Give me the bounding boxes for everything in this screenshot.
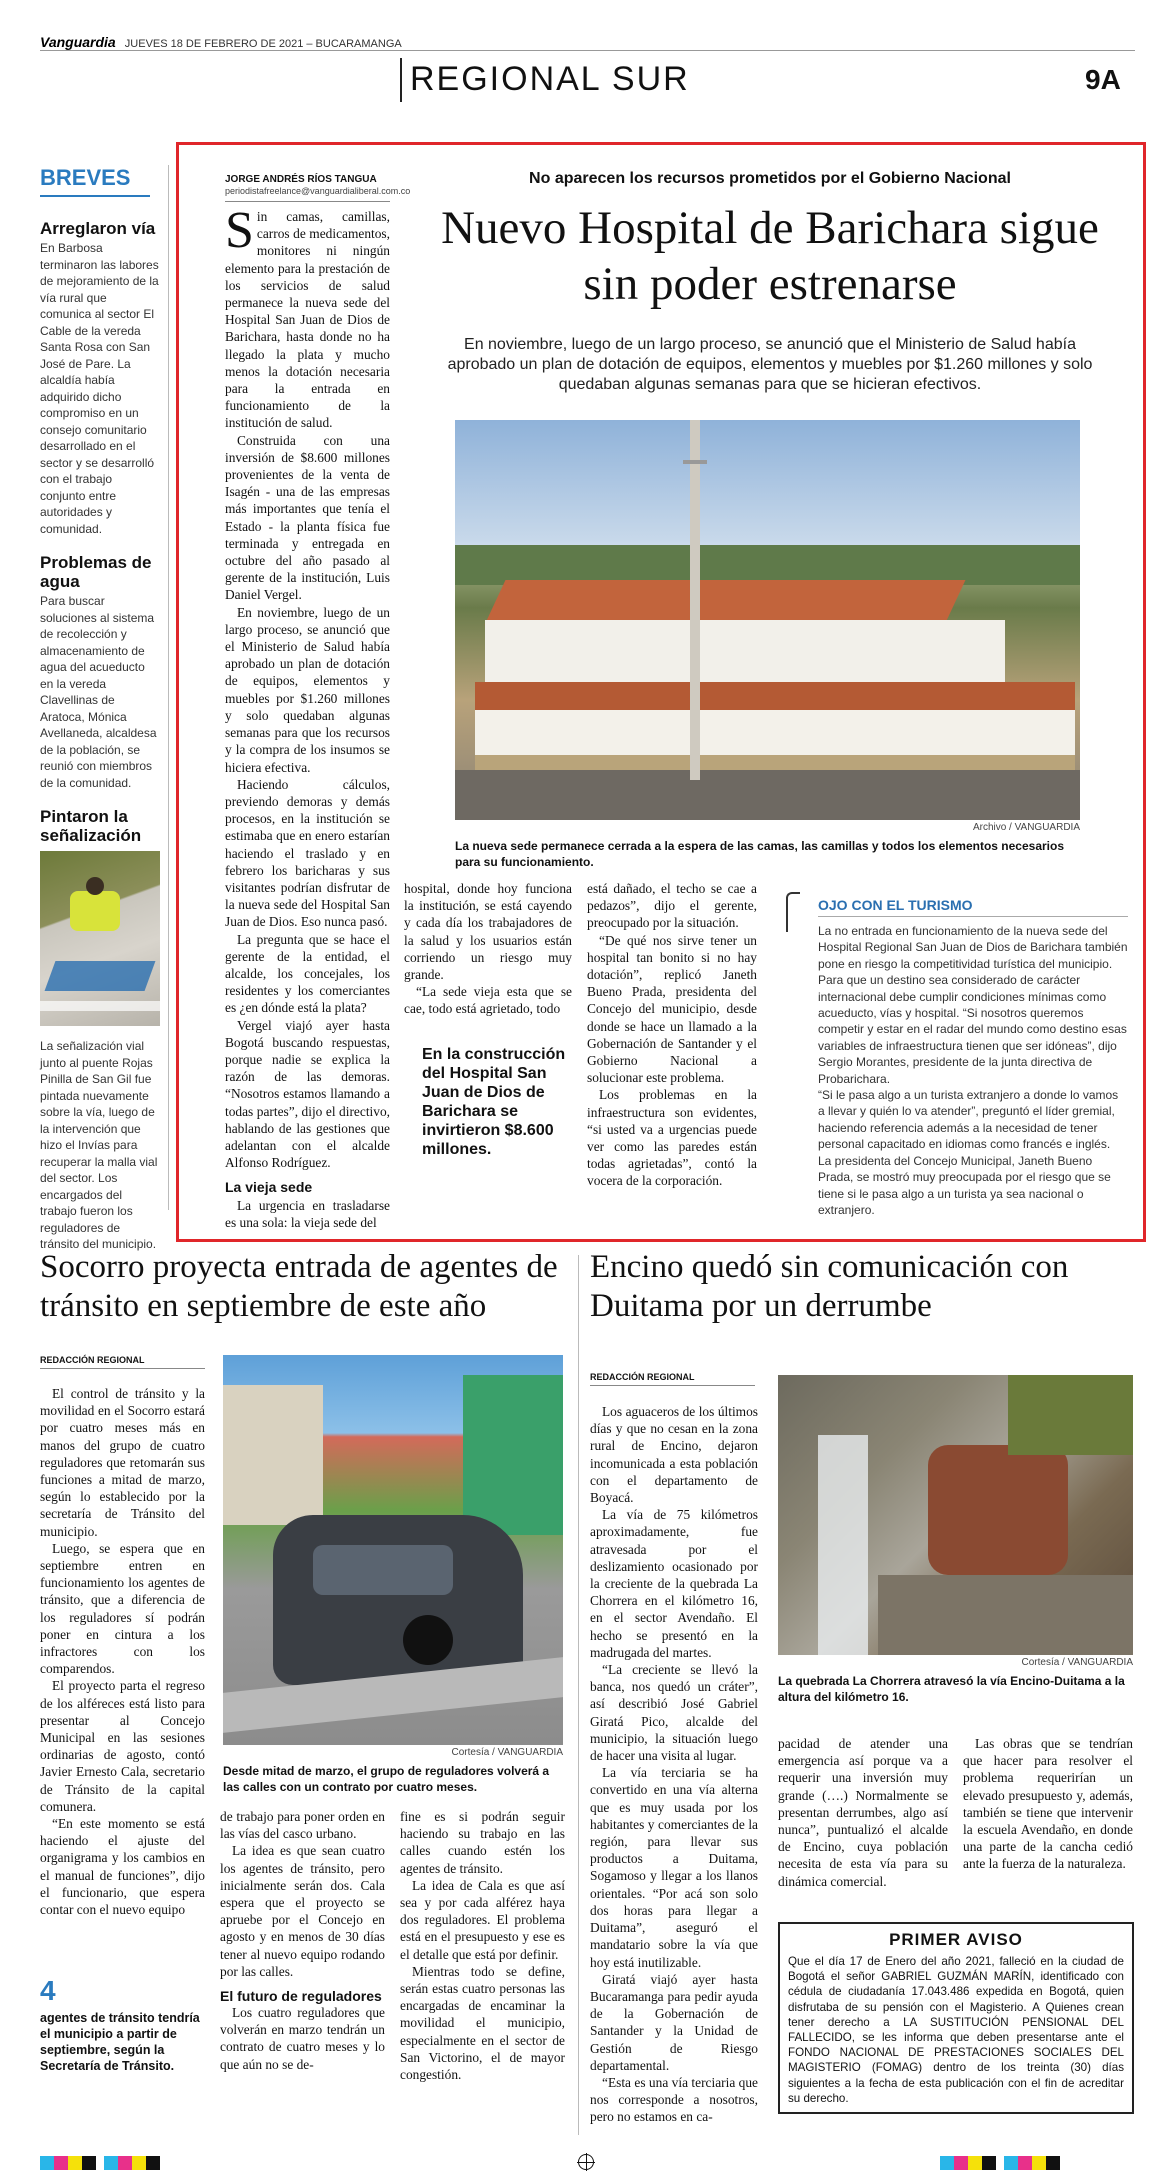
article-paragraph: de trabajo para poner orden en las vías del casco urbano. bbox=[220, 1809, 385, 1842]
breve-text-1: En Barbosa terminaron las labores de mejoramiento de la vía rural que comunica al sector El Cable de la vereda Santa Rosa con San José de Pare. La alcaldía había adquirido dicho compromiso en un consejo comunitario desarrollado en el sector y se desarrolló con el trabajo conjunto entre autoridades y comunidad. bbox=[40, 241, 159, 536]
encino-photo-credit: Cortesía / VANGUARDIA bbox=[1021, 1657, 1133, 1668]
socorro-photo-credit: Cortesía / VANGUARDIA bbox=[451, 1747, 563, 1758]
sidebar-paragraph: “Si le pasa algo a un turista extranjero a donde lo vamos a llevar y quién lo va atender”, preguntó el líder gremial, haciendo referencia además a la necesidad de tener personal capacitado en idiomas como francés e inglés. bbox=[818, 1088, 1119, 1152]
socorro-headline: Socorro proyecta entrada de agentes de tránsito en septiembre de este año bbox=[40, 1249, 558, 1324]
breve-title-2: Problemas de agua bbox=[40, 553, 152, 591]
article-paragraph: “La sede vieja esta que se cae, todo está agrietado, todo bbox=[404, 984, 572, 1017]
encino-col-3 bbox=[963, 1735, 1133, 1873]
socorro-byline-rule bbox=[40, 1368, 205, 1369]
article-paragraph: Mientras todo se define, serán estas cuatro personas las encargadas de encaminar la movilidad el municipio, especialmente en el sector de San Victorino, el de mayor congestión. bbox=[400, 1963, 565, 2083]
hospital-photo bbox=[455, 420, 1080, 820]
article-paragraph: “La creciente se llevó la banca, nos quedó un cráter”, así describió José Gabriel Giratá Pico, alcalde del municipio, la situación luego de hacer una visita al lugar. bbox=[590, 1662, 758, 1764]
page-number: 9A bbox=[1085, 64, 1121, 95]
registration-target-icon bbox=[578, 2154, 594, 2170]
article-paragraph: Luego, se espera que en septiembre entren en funcionamiento los agentes de tránsito, que a diferencia de los reguladores sí podrán poner en cintura a los infractores con los comparendos. bbox=[40, 1540, 205, 1677]
socorro-photo-caption: Desde mitad de marzo, el grupo de reguladores volverá a las calles con un contrato por cuatro meses. bbox=[223, 1764, 550, 1794]
bottom-vline bbox=[578, 1255, 579, 2135]
article-paragraph: Haciendo cálculos, previendo demoras y demás procesos, en la institución se estimaba que en enero estarían haciendo el traslado y en febrero los baricharas y sus visitantes podrían disfrutar de la nueva sede del Hospital San Juan de Dios. Eso nunca pasó. bbox=[225, 776, 390, 930]
breve-text-2: Para buscar soluciones al sistema de recolección y almacenamiento de agua del acueducto en la vereda Clavellinas de Aratoca, Mónica Avellaneda, alcaldesa de la población, se reunió con miembros de la comunidad. bbox=[40, 594, 157, 790]
notice-box bbox=[778, 1922, 1134, 2114]
article-paragraph: La pregunta que se hace el gerente de la entidad, el alcalde, los concejales, los residentes y los comerciantes es ¿en dónde está la plata? bbox=[225, 931, 390, 1016]
article-col-3 bbox=[587, 880, 757, 1190]
hospital-photo-caption: La nueva sede permanece cerrada a la espera de las camas, las camillas y todos los elementos necesarios para su funcionamiento. bbox=[455, 839, 1064, 869]
breve-photo-road-paint bbox=[40, 851, 160, 1026]
breves-vline bbox=[168, 165, 169, 1210]
article-paragraph: Las obras que se tendrían que hacer para resolver el problema requerirían un elevado presupuesto y, además, también se tiene que intervenir la escuela Avendaño, en donde una parte de la cancha cedió ante la fuerza de la naturaleza. bbox=[963, 1736, 1133, 1872]
article-paragraph: Construida con una inversión de $8.600 millones provenientes de la venta de Isagén - una de las empresas más importantes que tenía el Estado - la planta física fue terminada y entregada en octubre del año pasado al gerente de la institución, Luis Daniel Vergel. bbox=[225, 432, 390, 603]
article-paragraph: El proyecto parta el regreso de los alféreces está listo para presentar al Concejo Municipal en las sesiones ordinarias de agosto, contó Javier Ernesto Cala, secretario de Tránsito de la capital comunera. bbox=[40, 1678, 205, 1814]
encino-byline-rule bbox=[590, 1385, 755, 1386]
headline: Nuevo Hospital de Barichara sigue sin poder estrenarse bbox=[441, 202, 1099, 310]
dateline: JUEVES 18 DE FEBRERO DE 2021 – BUCARAMANGA bbox=[124, 38, 402, 50]
dateline-bar bbox=[40, 34, 1135, 48]
socorro-byline: REDACCIÓN REGIONAL bbox=[40, 1355, 145, 1365]
article-paragraph: pacidad de atender una emergencia así porque va a requerir una inversión muy grande (….) Normalmente se presentan derrumbes, algo así nunca”, puntualizó el alcalde de Encino, cuya población necesita de esta vía para su dinámica comercial. bbox=[778, 1736, 948, 1889]
article-col-2 bbox=[404, 880, 572, 1018]
encino-col-1 bbox=[590, 1403, 758, 2126]
article-paragraph: La urgencia en trasladarse es una sola: la vieja sede del bbox=[225, 1197, 390, 1230]
sidebar-bracket bbox=[786, 892, 800, 932]
encino-byline: REDACCIÓN REGIONAL bbox=[590, 1372, 695, 1382]
article-paragraph: Giratá viajó ayer hasta Bucaramanga para pedir ayuda de la Gobernación de Santander y la Unidad de Gestión de Riesgo departamental. bbox=[590, 1971, 758, 2073]
print-registration-marks-left bbox=[40, 2155, 160, 2174]
encino-photo-caption: La quebrada La Chorrera atravesó la vía Encino-Duitama a la altura del kilómetro 16. bbox=[778, 1674, 1125, 1704]
article-paragraph: En noviembre, luego de un largo proceso, se anunció que el Ministerio de Salud había aprobado un plan de dotación de equipos, elementos y muebles por $1.260 millones y solo quedaban algunas semanas para que los recursos y la compra de los insumos se hiciera efectiva. bbox=[225, 604, 390, 775]
breves-column bbox=[40, 165, 160, 1253]
socorro-subhead: El futuro de reguladores bbox=[220, 1988, 382, 2005]
byline-email: periodistafreelance@vanguardialiberal.com.co bbox=[225, 186, 411, 196]
section-title: REGIONAL SUR bbox=[410, 60, 690, 98]
hospital-photo-credit: Archivo / VANGUARDIA bbox=[972, 822, 1080, 833]
sidebar-text bbox=[818, 923, 1128, 1218]
socorro-col-3 bbox=[400, 1808, 565, 2083]
article-paragraph: Los problemas en la infraestructura son evidentes, “si usted va a urgencias puede ver como las paredes están todas agrietadas”, contó la vocera de la corporación. bbox=[587, 1087, 757, 1189]
encino-photo bbox=[778, 1375, 1133, 1655]
notice-text: Que el día 17 de Enero del año 2021, falleció en la ciudad de Bogotá el señor GABRIEL GUZMÁN MARÍN, identificado con cédula de ciudadanía 17.043.486 expedida en Bogotá, quien disfrutaba de su pensión con el Magisterio. A Quienes crean tener derecho a LA SUSTITUCIÓN PENSIONAL DEL FALLECIDO, se les informa que deben presentarse ante el FONDO NACIONAL DE PRESTACIONES SOCIALES DEL MAGISTERIO (FOMAG) dentro de los treinta (30) días siguientes a la fecha de esta publicación con el fin de acreditar su derecho. bbox=[788, 1955, 1124, 2105]
socorro-stat-number: 4 bbox=[40, 1975, 56, 2006]
brand-name: Vanguardia bbox=[40, 34, 116, 50]
kicker: No aparecen los recursos prometidos por el Gobierno Nacional bbox=[529, 170, 1011, 187]
article-paragraph: hospital, donde hoy funciona la institución, se está cayendo y cada día los trabajadores de la salud y los usuarios están corriendo un riesgo muy grande. bbox=[404, 881, 572, 983]
article-subhead: La vieja sede bbox=[225, 1179, 313, 1196]
breve-text-3: La señalización vial junto al puente Rojas Pinilla de San Gil fue pintada nuevamente sobre la vía, luego de la intervención que hizo el Invías para recuperar la malla vial del sector. Los encargados del trabajo fueron los reguladores de tránsito del municipio. bbox=[40, 1039, 158, 1251]
article-paragraph: “En este momento se está haciendo el ajuste del organigrama y los cambios en el manual de funciones”, dijo el funcionario, que espera contar con el nuevo equipo bbox=[40, 1816, 205, 1918]
article-paragraph: fine es si podrán seguir haciendo su trabajo en las calles cuando estén los agentes de tránsito. bbox=[400, 1809, 565, 1876]
breves-title: BREVES bbox=[40, 165, 131, 190]
sidebar-rule bbox=[818, 916, 1128, 917]
article-paragraph: “Esta es una vía terciaria que nos corresponde a nosotros, pero no estamos en ca- bbox=[590, 2074, 758, 2125]
article-paragraph: La vía terciaria se ha convertido en una vía alterna que es muy usada por los habitantes y comerciantes de la región, para llevar sus productos a Duitama, Sogamoso y llegar a los llanos orientales. “Por acá son solo dos horas para llegar a Duitama”, aseguró el mandatario sobre la vía que hoy está inutilizable. bbox=[590, 1765, 758, 1970]
article-paragraph: está dañado, el techo se cae a pedazos”, dijo el gerente, preocupado por la situación. bbox=[587, 881, 757, 931]
article-paragraph: La idea de Cala es que así sea y por cada alférez haya dos reguladores. El problema está en el presupuesto y ese es el detalle que está por definir. bbox=[400, 1877, 565, 1962]
dropcap: S bbox=[225, 202, 254, 259]
article-paragraph: La idea es que sean cuatro los agentes de tránsito, pero inicialmente serán dos. Cala espera que el proyecto se apruebe por el Concejo en agosto y en menos de 30 días tener al nuevo equipo rodando por las calles. bbox=[220, 1843, 385, 1979]
breves-rule bbox=[40, 195, 150, 197]
socorro-col-2 bbox=[220, 1808, 385, 2073]
article-paragraph: “De qué nos sirve tener un hospital tan bonito si no hay dotación”, replicó Janeth Bueno Prada, presidenta del Concejo del municipio, desde donde se hace un llamado a la Gobernación de Santander y el Gobierno Nacional a solucionar este problema. bbox=[587, 932, 757, 1086]
pullquote: En la construcción del Hospital San Juan de Dios de Barichara se invirtieron $8.600 millones. bbox=[422, 1046, 566, 1158]
article-paragraph: Los aguaceros de los últimos días y que no cesan en la zona rural de Encino, dejaron incomunicada a esta población con el departamento de Boyacá. bbox=[590, 1404, 758, 1506]
article-paragraph: Vergel viajó ayer hasta Bogotá buscando respuestas, porque nadie se explica la razón de las demoras. “Nosotros estamos llamando a todas partes”, dijo el directivo, hablando de las gestiones que adelantan con el alcalde Alfonso Rodríguez. bbox=[225, 1017, 390, 1171]
article-lead: in camas, camillas, carros de medicamentos, monitores ni ningún elemento para la prestación de los servicios de salud permanece la nueva sede del Hospital San Juan de Dios de Barichara, hasta donde no ha llegado la plata y mucho menos la dotación necesaria para la entrada en funcionamiento de la institución de salud. bbox=[225, 209, 390, 431]
sidebar-paragraph: La no entrada en funcionamiento de la nueva sede del Hospital Regional San Juan de Dios de Barichara también pone en riesgo la competitividad turística del municipio. bbox=[818, 924, 1128, 971]
breve-title-3: Pintaron la señalización bbox=[40, 807, 142, 845]
socorro-stat-text: agentes de tránsito tendría el municipio a partir de septiembre, según la Secretaría de Tránsito. bbox=[40, 2011, 200, 2073]
section-divider bbox=[400, 58, 402, 102]
print-registration-marks-right bbox=[940, 2155, 1060, 2174]
byline: JORGE ANDRÉS RÍOS TANGUA bbox=[225, 174, 377, 185]
notice-title: PRIMER AVISO bbox=[889, 1930, 1023, 1949]
encino-col-2 bbox=[778, 1735, 948, 1890]
sidebar-paragraph: La presidenta del Concejo Municipal, Janeth Bueno Prada, se mostró muy preocupada por el riesgo que se tiene si le pasa algo a un turista ya sea nacional o extranjero. bbox=[818, 1153, 1111, 1217]
article-col-1 bbox=[225, 202, 390, 1231]
socorro-photo bbox=[223, 1355, 563, 1745]
article-paragraph: La vía de 75 kilómetros aproximadamente, fue atravesada por el deslizamiento ocasionado por la creciente de la quebrada La Chorrera en el kilómetro 16, en el sector Avendaño. El hecho se presentó en la madrugada del martes. bbox=[590, 1507, 758, 1660]
sidebar-title: OJO CON EL TURISMO bbox=[818, 897, 973, 913]
sidebar-paragraph: Para que un destino sea considerado de carácter internacional debe cumplir condiciones mínimas como acueducto, vías y hospital. “Si nosotros queremos competir y estar en el radar del mundo como destino esas variables de infraestructura tienen que ser idóneas”, dijo Sergio Morantes, presidente de la junta directiva de Probarichara. bbox=[818, 973, 1127, 1086]
article-paragraph: Los cuatro reguladores que volverán en marzo tendrán un contrato de cuatro meses y lo que aún no se de- bbox=[220, 2005, 385, 2072]
socorro-col-1 bbox=[40, 1385, 205, 1918]
header-rule bbox=[40, 50, 1135, 51]
breve-title-1: Arreglaron vía bbox=[40, 219, 156, 238]
article-paragraph: El control de tránsito y la movilidad en el Socorro estará por cuatro meses más en manos del grupo de cuatro reguladores que retomarán sus funciones a mitad de marzo, según lo establecido por la secretaría de Tránsito del municipio. bbox=[40, 1386, 205, 1539]
deck: En noviembre, luego de un largo proceso, se anunció que el Ministerio de Salud había aprobado un plan de dotación de equipos, elementos y muebles por $1.260 millones y solo quedaban algunas semanas para que se hicieran efectivos. bbox=[447, 336, 1093, 393]
encino-headline: Encino quedó sin comunicación con Duitama por un derrumbe bbox=[590, 1249, 1069, 1324]
